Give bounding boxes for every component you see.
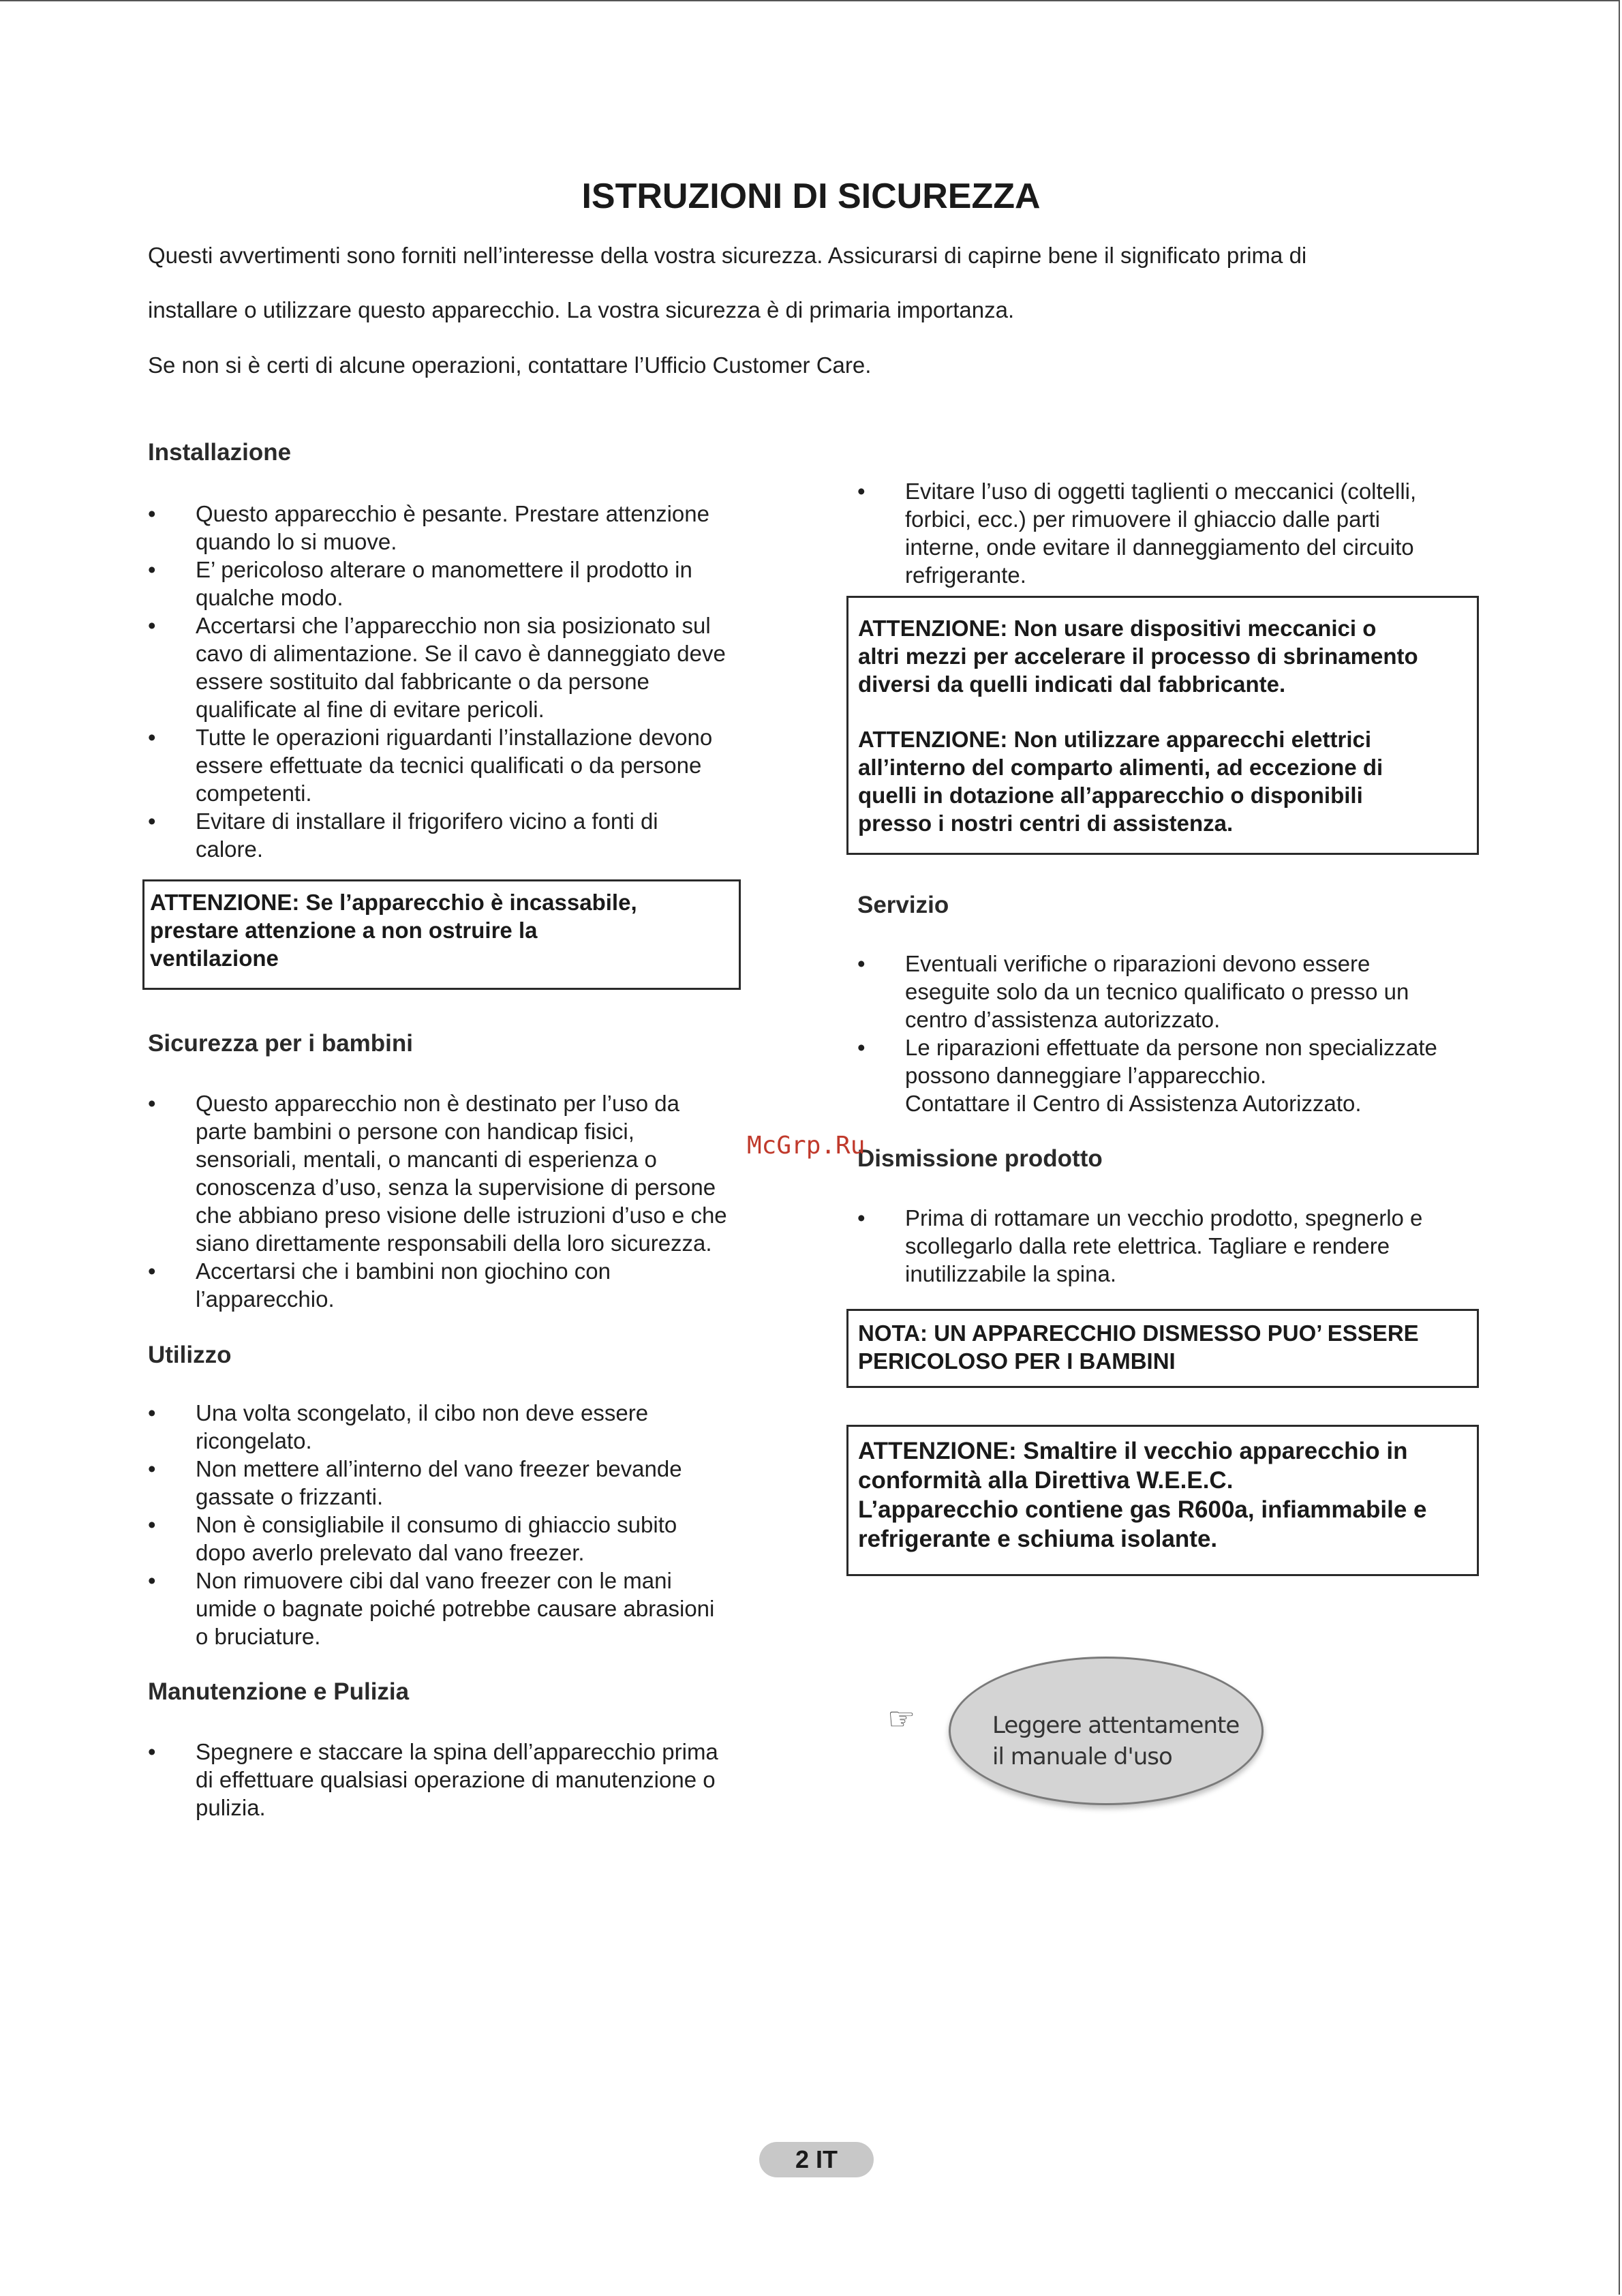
list-item-line: scollegarlo dalla rete elettrica. Tagliare e rendere <box>905 1233 1390 1258</box>
nota-line: PERICOLOSO PER I BAMBINI <box>858 1348 1176 1374</box>
bullet-icon: • <box>857 1035 866 1060</box>
list-installazione <box>148 500 789 863</box>
list-item <box>148 500 789 556</box>
warning-line: prestare attenzione a non ostruire la <box>150 918 538 943</box>
list-item <box>148 1567 789 1650</box>
warning-line: quelli in dotazione all’apparecchio o disponibili <box>858 783 1363 808</box>
list-item <box>857 477 1498 589</box>
list-item-line: competenti. <box>196 781 312 806</box>
bullet-icon: • <box>148 1258 156 1284</box>
warning-box-weee <box>846 1425 1479 1576</box>
list-item-line: l’apparecchio. <box>196 1286 335 1312</box>
list-servizio <box>857 950 1498 1117</box>
list-item-line: eseguite solo da un tecnico qualificato o presso un <box>905 979 1409 1004</box>
bullet-icon: • <box>148 501 156 526</box>
list-item-line: Non rimuovere cibi dal vano freezer con le mani <box>196 1568 672 1593</box>
list-item-line: possono danneggiare l’apparecchio. <box>905 1063 1267 1088</box>
section-heading-servizio: Servizio <box>857 892 949 918</box>
list-item <box>857 950 1498 1033</box>
list-item-line: Questo apparecchio non è destinato per l’uso da <box>196 1091 679 1116</box>
list-right-top <box>857 477 1498 589</box>
list-item-line: ricongelato. <box>196 1428 312 1453</box>
list-item-line: qualificate al fine di evitare pericoli. <box>196 697 545 722</box>
list-item-line: Questo apparecchio è pesante. Prestare attenzione <box>196 501 709 526</box>
list-utilizzo <box>148 1399 789 1650</box>
list-item-line: centro d’assistenza autorizzato. <box>905 1007 1221 1032</box>
bullet-icon: • <box>148 1512 156 1537</box>
list-item-line: Le riparazioni effettuate da persone non specializzate <box>905 1035 1437 1060</box>
intro-line-1: Questi avvertimenti sono forniti nell’interesse della vostra sicurezza. Assicurarsi di capirne bene il significato prima di <box>148 243 1307 268</box>
pointing-hand-icon: ☞ <box>887 1701 916 1736</box>
bullet-icon: • <box>148 557 156 582</box>
list-item-line: dopo averlo prelevato dal vano freezer. <box>196 1540 585 1565</box>
list-item <box>148 1399 789 1455</box>
list-item <box>148 807 789 863</box>
manual-note-line: Leggere attentamente <box>992 1712 1240 1739</box>
warning-line: presso i nostri centri di assistenza. <box>858 811 1234 836</box>
manual-note-text <box>992 1710 1239 1772</box>
list-item <box>148 611 789 723</box>
list-bambini <box>148 1089 789 1313</box>
list-item-line: Spegnere e staccare la spina dell’apparecchio prima <box>196 1739 718 1764</box>
list-item-line: Evitare l’uso di oggetti taglienti o meccanici (coltelli, <box>905 479 1417 504</box>
warning-line: ATTENZIONE: Smaltire il vecchio apparecchio in <box>858 1438 1408 1464</box>
nota-line: NOTA: UN APPARECCHIO DISMESSO PUO’ ESSERE <box>858 1320 1419 1346</box>
section-heading-bambini: Sicurezza per i bambini <box>148 1030 413 1057</box>
bullet-icon: • <box>148 1568 156 1593</box>
page-title: ISTRUZIONI DI SICUREZZA <box>581 177 1041 216</box>
bullet-icon: • <box>857 1205 866 1230</box>
intro-line-3: Se non si è certi di alcune operazioni, contattare l’Ufficio Customer Care. <box>148 352 872 378</box>
list-item-line: quando lo si muove. <box>196 529 397 554</box>
list-item-line: conoscenza d’uso, senza la supervisione di persone <box>196 1175 716 1200</box>
list-item-line: refrigerante. <box>905 562 1026 588</box>
warning-line: conformità alla Direttiva W.E.E.C. <box>858 1467 1234 1494</box>
list-item <box>148 1455 789 1511</box>
warning-line: diversi da quelli indicati dal fabbricante. <box>858 671 1286 697</box>
bullet-icon: • <box>148 1739 156 1764</box>
list-item-line: pulizia. <box>196 1795 266 1820</box>
list-dismissione <box>857 1204 1498 1288</box>
list-item-line: calore. <box>196 836 264 862</box>
warning-line: altri mezzi per accelerare il processo di sbrinamento <box>858 644 1418 669</box>
bullet-icon: • <box>148 809 156 834</box>
warning-line: ATTENZIONE: Se l’apparecchio è incassabile, <box>150 890 637 915</box>
section-heading-manutenzione: Manutenzione e Pulizia <box>148 1678 410 1705</box>
warning-line: refrigerante e schiuma isolante. <box>858 1526 1218 1552</box>
manual-note-line: il manuale d'uso <box>992 1743 1172 1770</box>
list-manutenzione <box>148 1738 789 1822</box>
bullet-icon: • <box>857 479 866 504</box>
list-item-line: inutilizzabile la spina. <box>905 1261 1117 1286</box>
warning-box-sbrinamento <box>846 596 1479 855</box>
warning-line: ventilazione <box>150 946 279 971</box>
bullet-icon: • <box>148 613 156 638</box>
list-item-line: Non mettere all’interno del vano freezer bevande <box>196 1456 682 1481</box>
warning-line: ATTENZIONE: Non utilizzare apparecchi elettrici <box>858 727 1372 752</box>
list-item <box>857 1033 1498 1117</box>
list-item-line: forbici, ecc.) per rimuovere il ghiaccio dalle parti <box>905 507 1380 532</box>
list-item-line: essere effettuate da tecnici qualificati o da persone <box>196 753 702 778</box>
list-item-line: cavo di alimentazione. Se il cavo è danneggiato deve <box>196 641 726 666</box>
warning-box-incassabile <box>142 879 741 990</box>
list-item-line: che abbiano preso visione delle istruzioni d’uso e che <box>196 1203 727 1228</box>
list-item <box>148 1089 789 1257</box>
list-item-line: Contattare il Centro di Assistenza Autorizzato. <box>905 1091 1362 1116</box>
list-item <box>148 1511 789 1567</box>
list-item-line: Accertarsi che l’apparecchio non sia posizionato sul <box>196 613 711 638</box>
bullet-icon: • <box>857 951 866 976</box>
list-item-line: sensoriali, mentali, o mancanti di esperienza o <box>196 1147 657 1172</box>
list-item-line: interne, onde evitare il danneggiamento del circuito <box>905 534 1414 560</box>
warning-line: all’interno del comparto alimenti, ad eccezione di <box>858 755 1383 780</box>
list-item-line: qualche modo. <box>196 585 343 610</box>
list-item-line: essere sostituito dal fabbricante o da persone <box>196 669 649 694</box>
list-item-line: Accertarsi che i bambini non giochino con <box>196 1258 611 1284</box>
nota-box <box>846 1309 1479 1388</box>
list-item-line: umide o bagnate poiché potrebbe causare abrasioni <box>196 1596 715 1621</box>
list-item-line: Prima di rottamare un vecchio prodotto, spegnerlo e <box>905 1205 1423 1230</box>
list-item-line: o bruciature. <box>196 1624 321 1649</box>
list-item-line: E’ pericoloso alterare o manomettere il prodotto in <box>196 557 692 582</box>
bullet-icon: • <box>148 725 156 750</box>
warning-line: ATTENZIONE: Non usare dispositivi meccanici o <box>858 616 1377 641</box>
list-item <box>148 1738 789 1822</box>
section-heading-utilizzo: Utilizzo <box>148 1342 232 1368</box>
list-item-line: Una volta scongelato, il cibo non deve essere <box>196 1400 649 1425</box>
bullet-icon: • <box>148 1091 156 1116</box>
intro-line-2: installare o utilizzare questo apparecchio. La vostra sicurezza è di primaria importanza. <box>148 297 1015 322</box>
list-item-line: Non è consigliabile il consumo di ghiaccio subito <box>196 1512 677 1537</box>
list-item <box>148 1257 789 1313</box>
page-number-badge: 2 IT <box>759 2142 874 2177</box>
list-item <box>857 1204 1498 1288</box>
list-item-line: siano direttamente responsabili della loro sicurezza. <box>196 1230 712 1256</box>
list-item-line: gassate o frizzanti. <box>196 1484 384 1509</box>
list-item-line: di effettuare qualsiasi operazione di manutenzione o <box>196 1767 716 1792</box>
bullet-icon: • <box>148 1456 156 1481</box>
section-heading-dismissione: Dismissione prodotto <box>857 1145 1103 1172</box>
list-item-line: Evitare di installare il frigorifero vicino a fonti di <box>196 809 658 834</box>
list-item-line: Eventuali verifiche o riparazioni devono essere <box>905 951 1371 976</box>
list-item <box>148 723 789 807</box>
warning-line: L’apparecchio contiene gas R600a, infiammabile e <box>858 1496 1427 1523</box>
section-heading-installazione: Installazione <box>148 439 292 466</box>
bullet-icon: • <box>148 1400 156 1425</box>
list-item-line: parte bambini o persone con handicap fisici, <box>196 1119 634 1144</box>
list-item-line: Tutte le operazioni riguardanti l’installazione devono <box>196 725 713 750</box>
list-item <box>148 556 789 611</box>
watermark-text: McGrp.Ru <box>747 1132 866 1160</box>
